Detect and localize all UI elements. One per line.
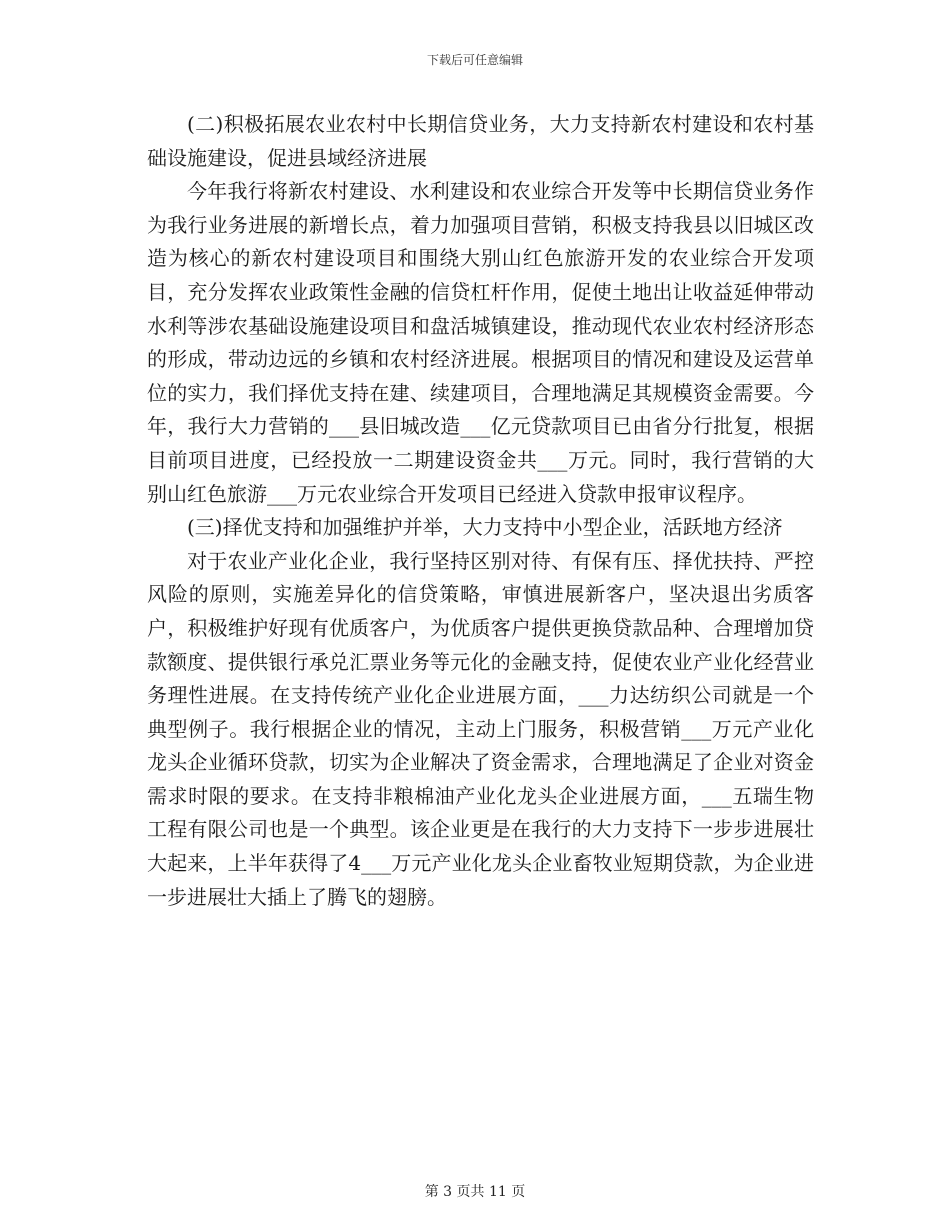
page-number-footer: 第 3 页共 11 页: [424, 1184, 526, 1200]
body-paragraph-2: 对于农业产业化企业，我行坚持区别对待、有保有压、择优扶持、严控风险的原则，实施差异化的信贷策略，审慎进展新客户，坚决退出劣质客户，积极维护好现有优质客户，为优质客户提供更换贷款品种、合理增加贷款额度、提供银行承兑汇票业务等元化的金融支持，促使农业产业化经营业务理性进展。在支持传统产业化企业进展方面，___力达纺织公司就是一个典型例子。我行根据企业的情况，主动上门服务，积极营销___万元产业化龙头企业循环贷款，切实为企业解决了资金需求，合理地满足了企业对资金需求时限的要求。在支持非粮棉油产业化龙头企业进展方面，___五瑞生物工程有限公司也是一个典型。该企业更是在我行的大力支持下一步步进展壮大起来，上半年获得了4___万元产业化龙头企业畜牧业短期贷款，为企业进一步进展壮大插上了腾飞的翅膀。: [147, 548, 814, 909]
body-paragraph-1: 今年我行将新农村建设、水利建设和农业综合开发等中长期信贷业务作为我行业务进展的新增长点，着力加强项目营销，积极支持我县以旧城区改造为核心的新农村建设项目和围绕大别山红色旅游开发的农业综合开发项目，充分发挥农业政策性金融的信贷杠杆作用，促使土地出让收益延伸带动水利等涉农基础设施建设项目和盘活城镇建设，推动现代农业农村经济形态的形成，带动边远的乡镇和农村经济进展。根据项目的情况和建设及运营单位的实力，我们择优支持在建、续建项目，合理地满足其规模资金需要。今年，我行大力营销的___县旧城改造___亿元贷款项目已由省分行批复，根据目前项目进度，已经投放一二期建设资金共___万元。同时，我行营销的大别山红色旅游___万元农业综合开发项目已经进入贷款申报审议程序。: [147, 179, 814, 506]
section-heading-three: (三)择优支持和加强维护并举，大力支持中小型企业，活跃地方经济: [187, 515, 783, 540]
page-header-note: 下载后可任意编辑: [426, 53, 523, 67]
document-body: [147, 108, 814, 914]
section-heading-two: (二)积极拓展农业农村中长期信贷业务，大力支持新农村建设和农村基础设施建设，促进县域经济进展: [147, 112, 814, 170]
